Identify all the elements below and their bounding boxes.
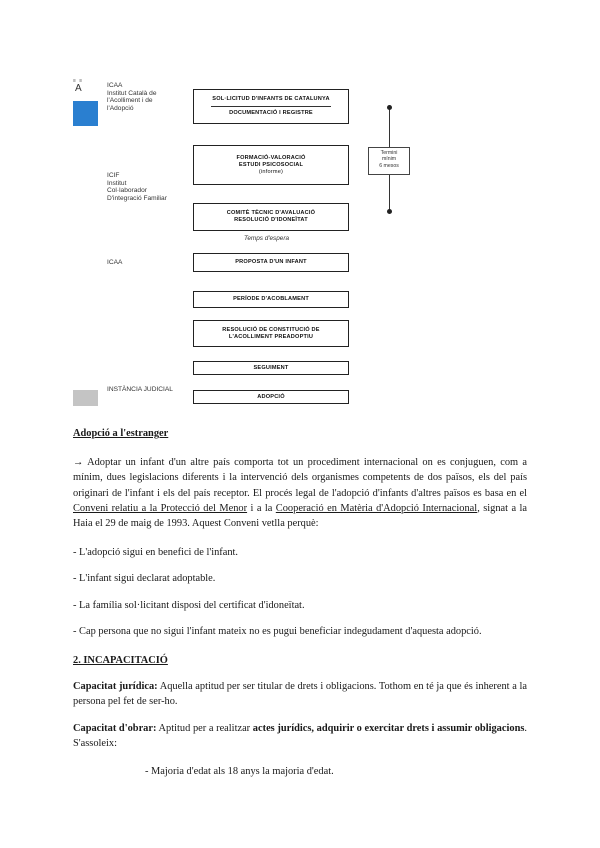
- timeline-dot-end: [387, 209, 392, 214]
- adoption-flow-diagram: [0, 0, 600, 410]
- step-seguiment: SEGUIMENT: [193, 361, 349, 375]
- judicial-marker: [73, 390, 98, 406]
- heading-incapacitacio: 2. INCAPACITACIÓ: [73, 655, 168, 667]
- org-icif-label: ICIF Institut Col·laborador D'integració Familiar: [107, 172, 167, 202]
- paragraph-international: → Adoptar un infant d'un altre país comporta tot un procediment internacional on es conjuguen, com a mínim, dues legislacions diferents i la intervenció dels organismes competents de dos països, els del país originari de l'infant i els del país receptor. El procés legal de l'adopció d'infants d'altres països es basa en el Conveni relatiu a la Protecció del Menor i a la Cooperació en Matèria d'Adopció Internacional, signat a la Haia el 29 de maig de 1993. Aquest Conveni vetlla perquè:: [73, 457, 528, 530]
- bullet-certificat: - La família sol·licitant disposi del certificat d'idoneïtat.: [73, 599, 305, 611]
- link-conveni-menor[interactable]: Conveni relatiu a la Protecció del Menor: [73, 502, 248, 514]
- waiting-time-label: Temps d'espera: [244, 235, 290, 242]
- minimum-term-box: Termini mínim 6 mesos: [368, 147, 410, 175]
- step-formacio: FORMACIÓ-VALORACIÓ ESTUDI PSICOSOCIAL (informe): [193, 145, 349, 185]
- bullet-cap-persona: - Cap persona que no sigui l'infant mateix no es pugui beneficiar indegudament d'aquesta adopció.: [73, 625, 482, 637]
- org-icaa-label: ICAA Institut Català de l'Acolliment i de l'Adopció: [107, 82, 157, 112]
- icaa-logo: [73, 101, 98, 126]
- step-proposta: PROPOSTA D'UN INFANT: [193, 253, 349, 272]
- logo-marks: ≡ ≡: [73, 78, 84, 84]
- paragraph-capacitat-juridica: Capacitat jurídica: Aquella aptitud per ser titular de drets i obligacions. Tothom en té ja que és inherent a la persona pel fet de ser-ho.: [73, 681, 527, 708]
- document-body: [73, 426, 527, 779]
- timeline-dot-start: [387, 105, 392, 110]
- heading-adopcio-estranger: Adopció a l'estranger: [73, 428, 169, 439]
- org-icaa-label-2: ICAA: [107, 259, 123, 266]
- logo-letter: A: [75, 83, 82, 94]
- bullet-benefici: - L'adopció sigui en benefici de l'infant.: [73, 547, 239, 559]
- indent-majoria-edat: - Majoria d'edat als 18 anys la majoria d'edat.: [145, 766, 334, 778]
- link-cooperacio-adopcio[interactable]: Cooperació en Matèria d'Adopció Internacional: [275, 502, 478, 514]
- step-acoblament: PERÍODE D'ACOBLAMENT: [193, 291, 349, 308]
- step-sollicitud: SOL·LICITUD D'INFANTS DE CATALUNYA DOCUMENTACIÓ I REGISTRE: [193, 89, 349, 124]
- step-adopcio: ADOPCIÓ: [193, 390, 349, 404]
- bullet-adoptable: - L'infant sigui declarat adoptable.: [73, 573, 216, 585]
- paragraph-capacitat-obrar: Capacitat d'obrar: Aptitud per a realitzar actes jurídics, adquirir o exercitar drets i assumir obligacions. S'assoleix:: [73, 722, 528, 749]
- step-resolucio: RESOLUCIÓ DE CONSTITUCIÓ DE L'ACOLLIMENT PREADOPTIU: [193, 320, 349, 347]
- step-comite: COMITÈ TÈCNIC D'AVALUACIÓ RESOLUCIÓ D'IDONEÏTAT: [193, 203, 349, 231]
- org-judicial-label: INSTÀNCIA JUDICIAL: [107, 386, 173, 393]
